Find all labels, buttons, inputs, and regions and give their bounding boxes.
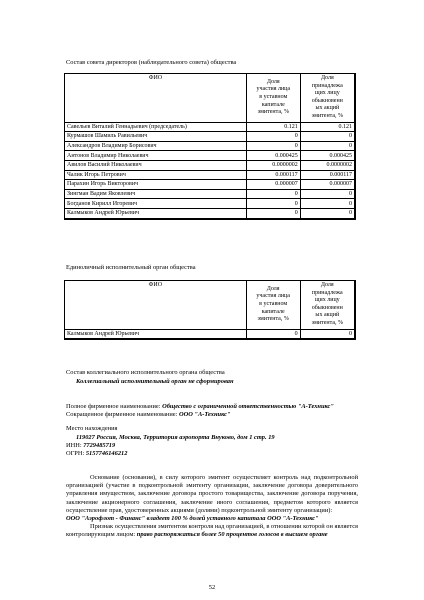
location-label: Место нахождения bbox=[66, 425, 118, 433]
stock-share-cell: 0 bbox=[300, 189, 355, 199]
control-info bbox=[66, 474, 358, 540]
capital-share-cell: 0.000007 bbox=[246, 180, 300, 190]
table-row bbox=[65, 132, 356, 142]
control-sign-paragraph bbox=[66, 523, 358, 539]
short-name-value: ООО "А-Техникс" bbox=[178, 411, 231, 419]
control-sign-value: право распоряжаться более 50 процентов голосов в высшем органе bbox=[136, 531, 328, 539]
full-name-label: Полное фирменное наименование: bbox=[66, 403, 163, 410]
location-value: 119027 Россия, Москва, Территория аэропорта Внуково, дом 1 стр. 19 bbox=[76, 433, 275, 441]
header-stock: Доля принадлежа щих лицу обыкновенн ых акций эмитента, % bbox=[300, 281, 355, 330]
table-row bbox=[65, 141, 356, 151]
executive-table-header bbox=[65, 281, 356, 330]
header-name: ФИО bbox=[65, 74, 247, 123]
stock-share-cell: 0 bbox=[300, 132, 355, 142]
executive-table bbox=[64, 280, 356, 340]
control-sign-text: Признак осуществления эмитентом контроля над организацией, в отношении которой он является контролирующим лицом: bbox=[66, 523, 358, 539]
collegial-note: Коллегиальный исполнительный орган не сформирован bbox=[76, 378, 234, 385]
header-share: Доля участия лица в уставном капитале эмитента, % bbox=[246, 281, 300, 330]
inn-line bbox=[66, 442, 358, 450]
control-basis-text: Основание (основания), в силу которого эмитент осуществляет контроль над подконтрольной организацией (участие в подконтрольной эмитенту организации, заключение договора доверительного управления имуществом, заключение договора простого товарищества, заключение договора поручения, заключение акционерного соглашения, заключение иного соглашения, предметом которого является осуществление прав, удостоверенных акциями (долями) подконтрольной эмитенту организации): bbox=[66, 474, 358, 514]
collegial-heading: Состав коллегиального исполнительного органа общества bbox=[66, 369, 225, 376]
person-name-cell: Чалик Игорь Петрович bbox=[65, 170, 247, 180]
capital-share-cell: 0 bbox=[246, 199, 300, 209]
person-name-cell: Александров Владимир Борисович bbox=[65, 141, 247, 151]
table-row bbox=[65, 122, 356, 132]
stock-share-cell: 0 bbox=[300, 199, 355, 209]
header-share: Доля участия лица в уставном капитале эмитента, % bbox=[246, 74, 300, 123]
stock-share-cell: 0 bbox=[300, 329, 355, 339]
header-name: ФИО bbox=[65, 281, 247, 330]
stock-share-cell: 0.000007 bbox=[300, 180, 355, 190]
table-row bbox=[65, 189, 356, 199]
capital-share-cell: 0 bbox=[246, 132, 300, 142]
ogrn-value: 5157746146212 bbox=[85, 450, 128, 458]
person-name-cell: Парахин Игорь Викторович bbox=[65, 180, 247, 190]
capital-share-cell: 0.000425 bbox=[246, 151, 300, 161]
stock-share-cell: 0.121 bbox=[300, 122, 355, 132]
person-name-cell: Авилов Василий Николаевич bbox=[65, 160, 247, 170]
board-table-header bbox=[65, 74, 356, 123]
table-row bbox=[65, 170, 356, 180]
executive-heading: Единоличный исполнительный орган общества bbox=[66, 264, 196, 271]
capital-share-cell: 0.0000002 bbox=[246, 160, 300, 170]
capital-share-cell: 0.121 bbox=[246, 122, 300, 132]
table-row bbox=[65, 180, 356, 190]
table-row bbox=[65, 329, 356, 339]
capital-share-cell: 0 bbox=[246, 189, 300, 199]
full-name-line bbox=[66, 403, 358, 411]
board-table-body bbox=[65, 122, 356, 218]
board-table bbox=[64, 73, 356, 220]
control-basis-value: ООО "Аэрофлот - Финанс" владеет 100 % долей уставного капитала ООО "А-Техникс" bbox=[66, 515, 319, 523]
table-row bbox=[65, 208, 356, 218]
company-info bbox=[66, 403, 358, 458]
stock-share-cell: 0 bbox=[300, 208, 355, 218]
header-stock: Доля принадлежа щих лицу обыкновенн ых акций эмитента, % bbox=[300, 74, 355, 123]
table-row bbox=[65, 151, 356, 161]
table-row bbox=[65, 199, 356, 209]
capital-share-cell: 0 bbox=[246, 329, 300, 339]
person-name-cell: Зингман Вадим Яковлевич bbox=[65, 189, 247, 199]
capital-share-cell: 0 bbox=[246, 141, 300, 151]
short-name-label: Сокращенное фирменное наименование: bbox=[66, 411, 179, 419]
page-number: 52 bbox=[208, 584, 216, 591]
inn-label: ИНН: bbox=[66, 441, 84, 449]
ogrn-line bbox=[66, 450, 358, 458]
person-name-cell: Курмашов Шамиль Равильевич bbox=[65, 132, 247, 142]
person-name-cell: Богданов Кирилл Игоревич bbox=[65, 199, 247, 209]
stock-share-cell: 0 bbox=[300, 141, 355, 151]
short-name-line bbox=[66, 411, 358, 419]
stock-share-cell: 0.000425 bbox=[300, 151, 355, 161]
person-name-cell: Савельев Виталий Геннадьевич (председатель) bbox=[65, 122, 247, 132]
ogrn-label: ОГРН: bbox=[66, 450, 86, 458]
board-heading: Состав совета директоров (наблюдательного совета) общества bbox=[66, 59, 237, 66]
table-row bbox=[65, 160, 356, 170]
inn-value: 7729485719 bbox=[83, 441, 116, 449]
executive-table-body bbox=[65, 329, 356, 339]
person-name-cell: Калмыков Андрей Юрьевич bbox=[65, 329, 247, 339]
capital-share-cell: 0.000117 bbox=[246, 170, 300, 180]
stock-share-cell: 0.000117 bbox=[300, 170, 355, 180]
person-name-cell: Калмыков Андрей Юрьевич bbox=[65, 208, 247, 218]
stock-share-cell: 0.0000002 bbox=[300, 160, 355, 170]
capital-share-cell: 0 bbox=[246, 208, 300, 218]
person-name-cell: Антонов Владимир Николаевич bbox=[65, 151, 247, 161]
full-name-value: Общество с ограниченной ответственностью "А-Техникс" bbox=[162, 403, 334, 410]
